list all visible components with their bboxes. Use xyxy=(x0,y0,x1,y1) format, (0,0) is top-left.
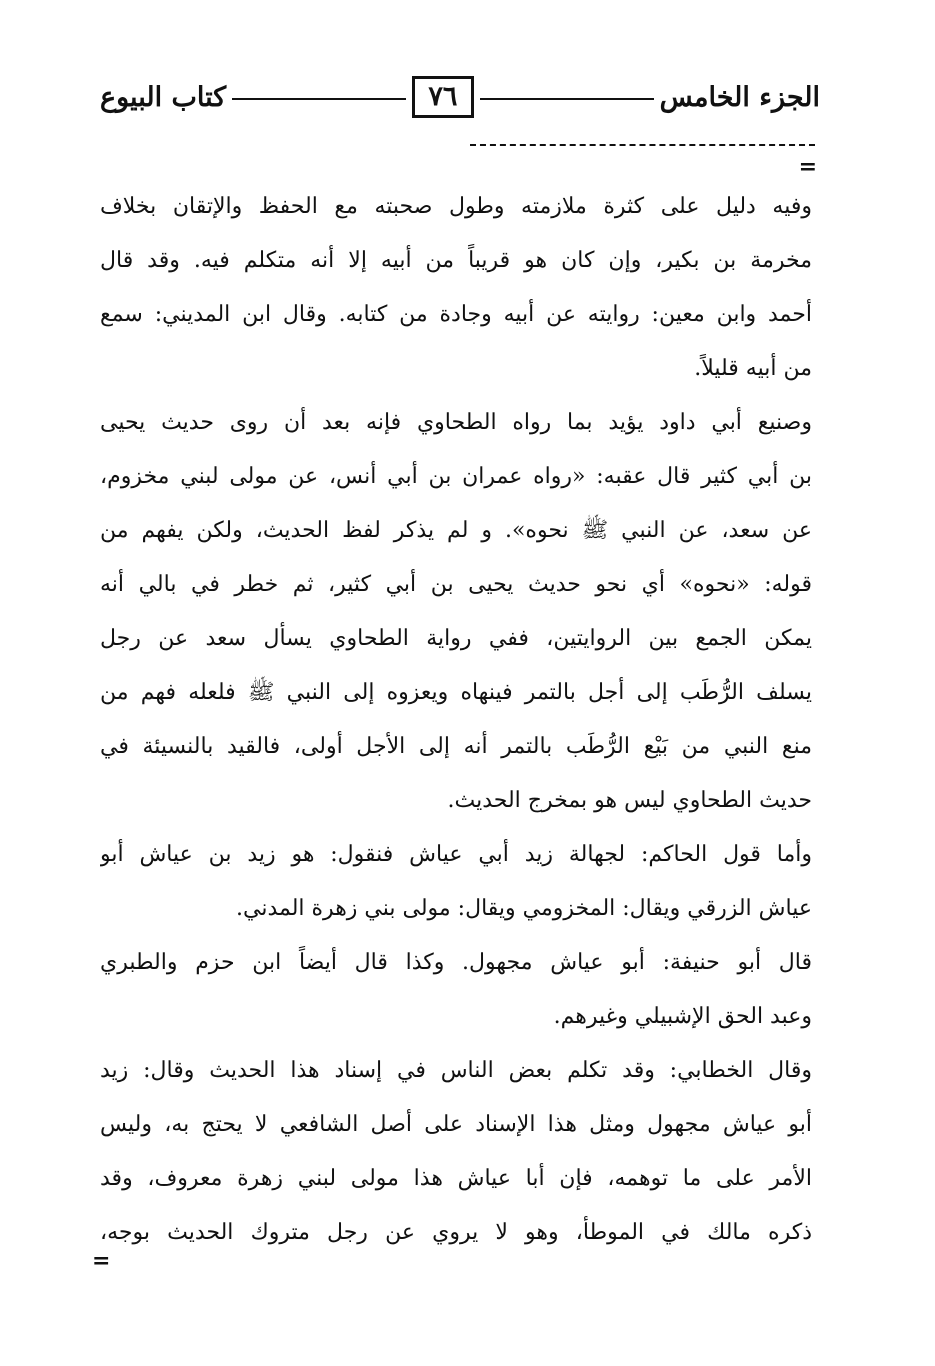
text-line: ذكره مالك في الموطأ، وهو لا يروي عن رجل متروك الحديث بوجه، xyxy=(100,1220,812,1245)
continuation-mark-bottom: = xyxy=(92,1248,111,1274)
text-line: يمكن الجمع بين الروايتين، ففي رواية الطحاوي يسأل سعد عن رجل xyxy=(100,626,812,651)
text-line: وصنيع أبي داود يؤيد بما رواه الطحاوي فإنه بعد أن روى حديث يحيى xyxy=(100,410,812,435)
text-line: قال أبو حنيفة: أبو عياش مجهول. وكذا قال أيضاً ابن حزم والطبري xyxy=(100,950,812,975)
continuation-mark-top: = xyxy=(798,154,817,180)
text-line: عن سعد، عن النبي ﷺ نحوه». و لم يذكر لفظ الحديث، ولكن يفهم من xyxy=(100,518,812,543)
text-line: عياش الزرقي ويقال: المخزومي ويقال: مولى بني زهرة المدني. xyxy=(236,896,812,921)
book-title: كتاب البيوع xyxy=(100,81,227,113)
header-rule-left xyxy=(232,98,406,100)
text-line: أبو عياش مجهول ومثل هذا الإسناد على أصل الشافعي لا يحتج به، وليس xyxy=(100,1112,812,1137)
text-line: يسلف الرُّطَب إلى أجل بالتمر فينهاه ويعزوه إلى النبي ﷺ فلعله فهم من xyxy=(100,680,812,705)
text-line: وقال الخطابي: وقد تكلم بعض الناس في إسناد هذا الحديث وقال: زيد xyxy=(100,1058,812,1083)
text-line: الأمر على ما توهمه، فإن أبا عياش هذا مولى لبني زهرة معروف، وقد xyxy=(100,1166,812,1191)
header-rule-right xyxy=(480,98,654,100)
text-line: بن أبي كثير قال عقبه: «رواه عمران بن أبي أنس، عن مولى لبني مخزوم، xyxy=(100,464,812,489)
text-line: وعبد الحق الإشبيلي وغيرهم. xyxy=(553,1004,812,1029)
text-line: حديث الطحاوي ليس هو بمخرج الحديث. xyxy=(447,788,812,813)
volume-label: الجزء الخامس xyxy=(659,81,820,113)
footnote-continuation-rule xyxy=(470,144,815,146)
body-text xyxy=(100,180,812,1260)
text-line: قوله: «نحوه» أي نحو حديث يحيى بن أبي كثير، ثم خطر في بالي أنه xyxy=(100,572,812,597)
page-number: ٧٦ xyxy=(412,76,474,118)
text-line: من أبيه قليلاً. xyxy=(694,356,812,381)
running-header xyxy=(100,72,820,122)
text-line: وفيه دليل على كثرة ملازمته وطول صحبته مع الحفظ والإتقان بخلاف xyxy=(100,194,812,219)
text-line: منع النبي من بَيْع الرُّطَب بالتمر أنه إلى الأجل أولى، فالقيد بالنسيئة في xyxy=(100,734,812,759)
text-line: أحمد وابن معين: روايته عن أبيه وجادة من كتابه. وقال ابن المديني: سمع xyxy=(100,302,812,327)
text-line: مخرمة بن بكير، وإن كان هو قريباً من أبيه إلا أنه متكلم فيه. وقد قال xyxy=(100,248,812,273)
text-line: وأما قول الحاكم: لجهالة زيد أبي عياش فنقول: هو زيد بن عياش أبو xyxy=(100,842,812,867)
